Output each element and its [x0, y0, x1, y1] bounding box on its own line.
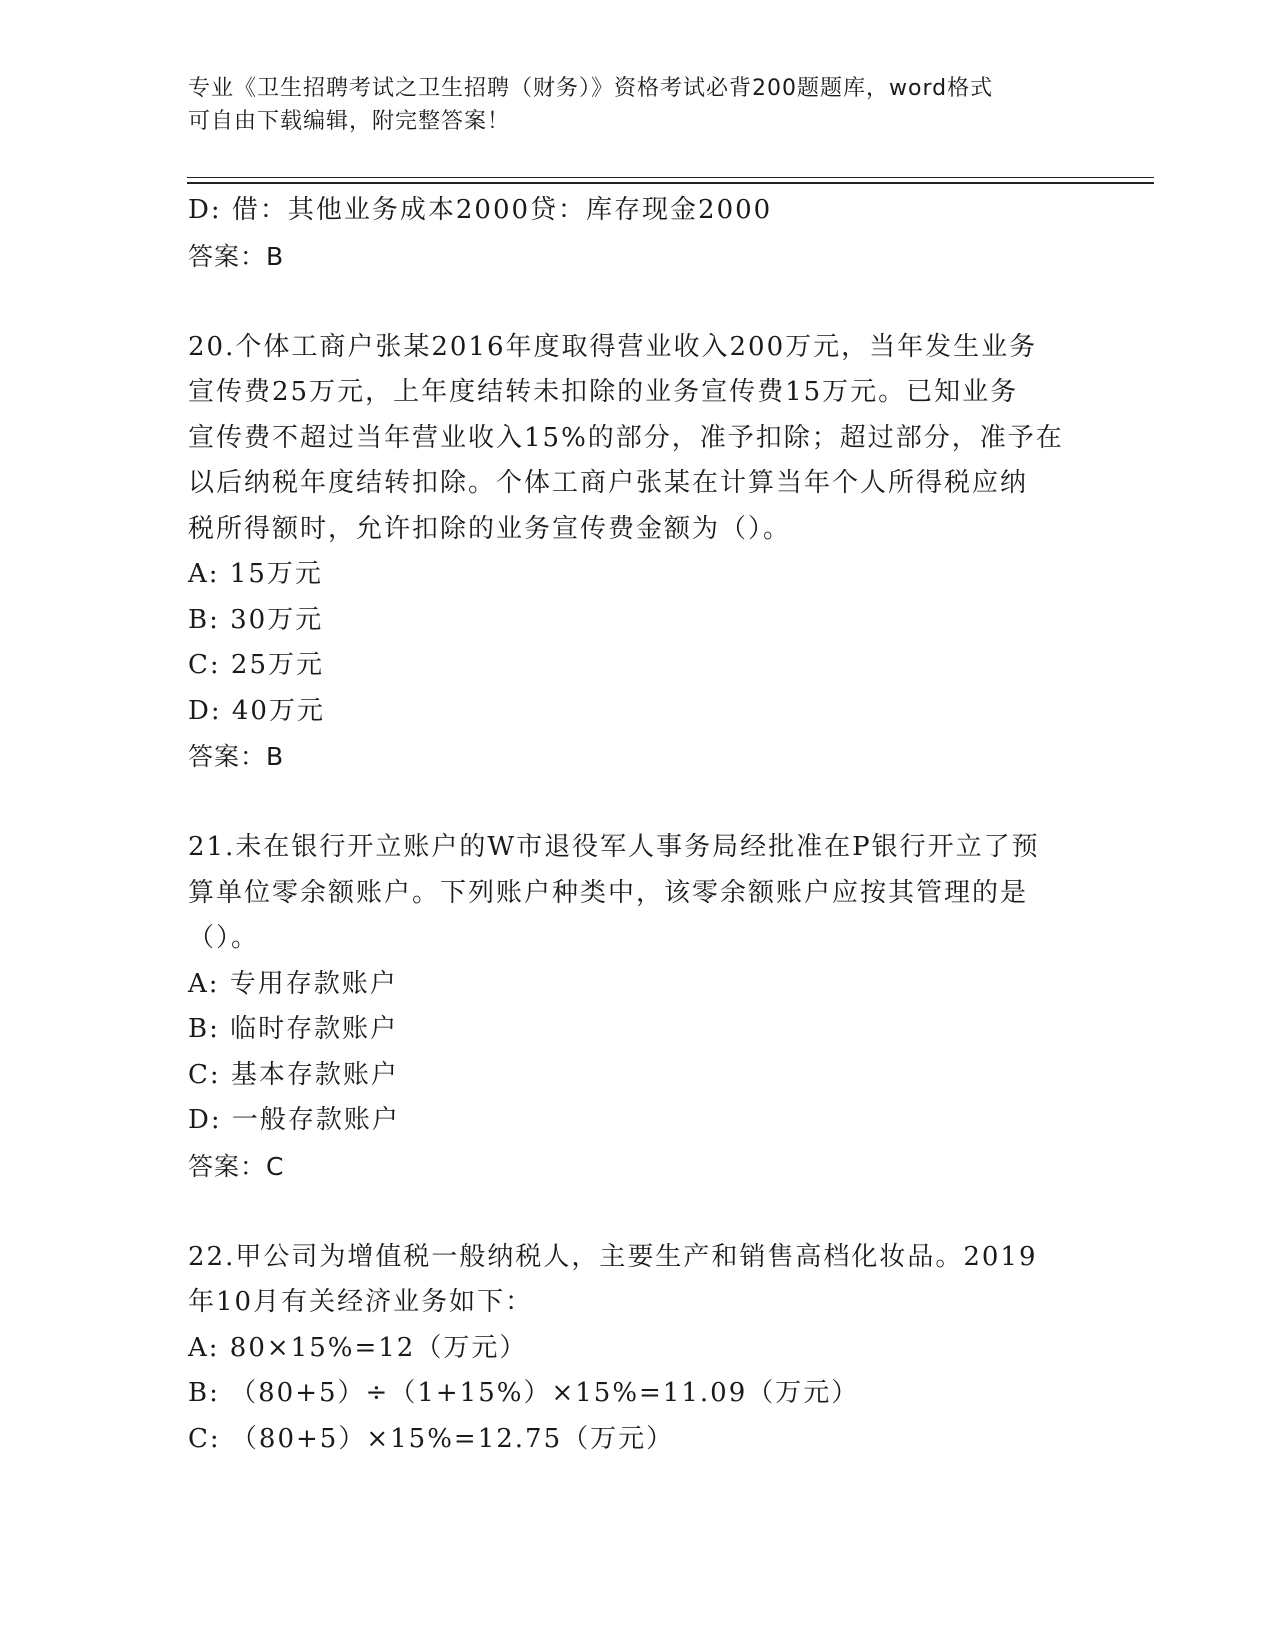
- question-20: [188, 325, 1088, 780]
- q20-text-line: 宣传费25万元，上年度结转未扣除的业务宣传费15万元。已知业务: [188, 377, 1019, 407]
- q20-text-line: 以后纳税年度结转扣除。个体工商户张某在计算当年个人所得税应纳: [188, 468, 1029, 498]
- q20-text-line: 税所得额时，允许扣除的业务宣传费金额为（）。: [188, 513, 792, 544]
- question-content: [188, 188, 1088, 1462]
- q20-option-c: C: 25万元: [188, 650, 325, 680]
- question-22: [188, 1235, 1088, 1463]
- q20-answer: 答案：B: [188, 742, 285, 771]
- q21-option-b: B: 临时存款账户: [188, 1014, 399, 1044]
- document-header: [188, 72, 1088, 138]
- q19-option-d: D: 借：其他业务成本2000贷：库存现金2000: [188, 195, 773, 225]
- q22-option-b: B: （80+5）÷（1+15%）×15%=11.09（万元）: [188, 1378, 860, 1408]
- q21-option-d: D: 一般存款账户: [188, 1105, 400, 1135]
- header-line-2: 可自由下载编辑，附完整答案！: [188, 109, 511, 134]
- spacer: [188, 1189, 1088, 1235]
- header-rule-thin: [187, 177, 1154, 178]
- q22-option-a: A: 80×15%=12（万元）: [188, 1332, 528, 1363]
- q20-option-b: B: 30万元: [188, 604, 324, 635]
- q21-text-line: 21.未在银行开立账户的W市退役军人事务局经批准在P银行开立了预: [188, 832, 1040, 862]
- q21-text-line: 算单位零余额账户。下列账户种类中，该零余额账户应按其管理的是: [188, 877, 1029, 908]
- spacer: [188, 279, 1088, 325]
- q20-text-line: 宣传费不超过当年营业收入15%的部分，准予扣除；超过部分，准予在: [188, 422, 1064, 453]
- q19-answer: 答案：B: [188, 241, 285, 271]
- q21-answer: 答案：C: [188, 1151, 285, 1181]
- q21-text-line: （）。: [188, 923, 260, 953]
- question-21: [188, 825, 1088, 1189]
- q20-option-a: A: 15万元: [188, 559, 323, 589]
- spacer: [188, 780, 1088, 826]
- q22-text-line: 22.甲公司为增值税一般纳税人，主要生产和销售高档化妆品。2019: [188, 1241, 1038, 1272]
- header-rule-thick: [187, 182, 1154, 184]
- q20-option-d: D: 40万元: [188, 695, 325, 726]
- q22-option-c: C: （80+5）×15%=12.75（万元）: [188, 1423, 675, 1454]
- q20-text-line: 20.个体工商户张某2016年度取得营业收入200万元，当年发生业务: [188, 331, 1038, 362]
- q21-option-c: C: 基本存款账户: [188, 1059, 399, 1090]
- header-line-1: 专业《卫生招聘考试之卫生招聘（财务）》资格考试必背200题题库，word格式: [188, 76, 994, 101]
- q21-option-a: A: 专用存款账户: [188, 968, 398, 999]
- q22-text-line: 年10月有关经济业务如下：: [188, 1287, 534, 1317]
